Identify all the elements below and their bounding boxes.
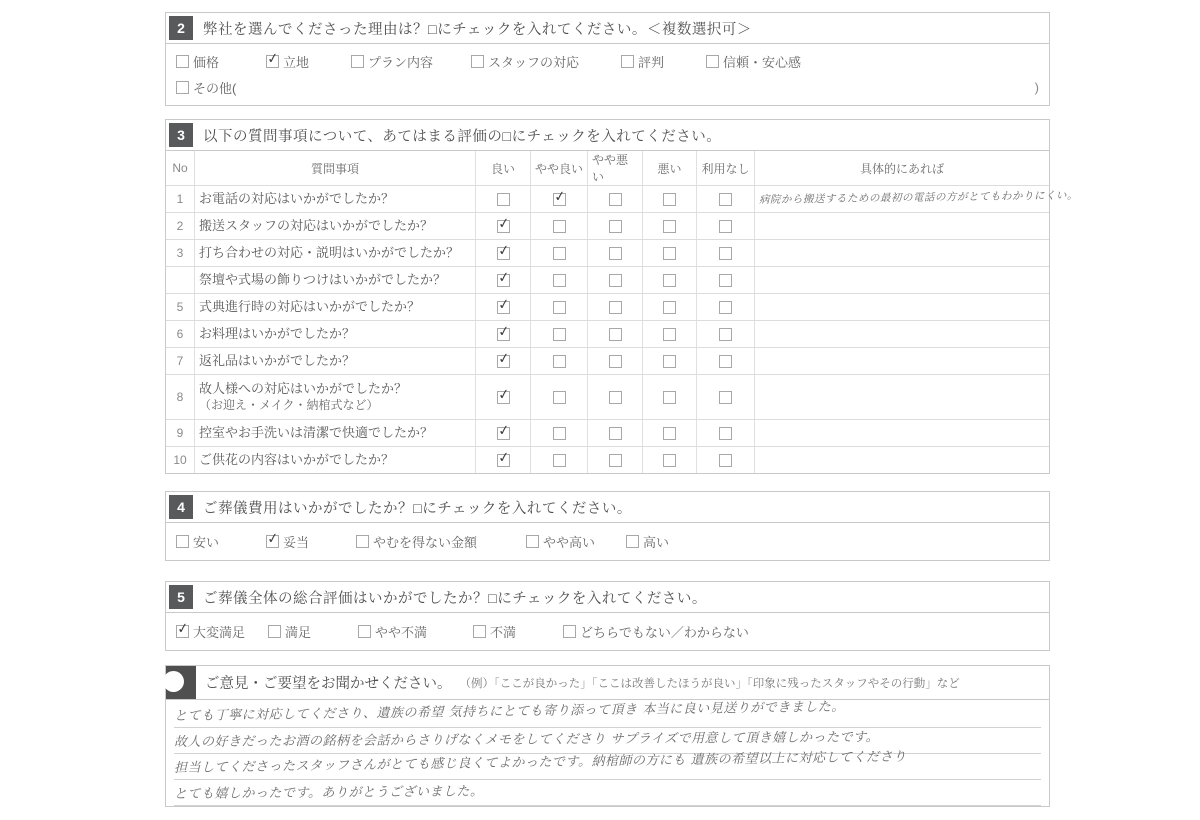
checkbox-icon	[609, 301, 622, 314]
checkbox-icon	[358, 625, 371, 638]
checkbox-icon: ✓	[496, 240, 511, 259]
option-label: 安い	[193, 535, 220, 550]
checkbox-icon	[609, 193, 622, 206]
note-cell: 病院から搬送するための最初の電話の方がとてもわかりにくい。	[754, 186, 1082, 212]
rating-checkbox-bad[interactable]	[642, 186, 696, 212]
checkbox-icon	[719, 454, 732, 467]
section-number-badge: 3	[169, 123, 193, 147]
checkbox-icon	[719, 355, 732, 368]
checkbox-icon	[553, 220, 566, 233]
option-label: 大変満足	[193, 625, 246, 640]
section-number-badge: 4	[169, 495, 193, 519]
checkbox-icon	[663, 193, 676, 206]
rating-checkbox-fairly-good[interactable]	[530, 294, 587, 320]
checkbox-icon	[609, 220, 622, 233]
comments-writing-area[interactable]	[166, 700, 1049, 806]
comment-line: とても丁寧に対応してくださり、遺族の希望 気持ちにとても寄り添って頂き 本当に良い見送りができました。	[174, 702, 1041, 728]
rating-checkbox-fairly-bad[interactable]	[587, 186, 642, 212]
survey-form	[165, 12, 1079, 820]
section-overall	[165, 581, 1050, 651]
option-label: その他(	[193, 81, 237, 96]
option-label: やや高い	[543, 535, 596, 550]
checkbox-icon	[356, 535, 369, 548]
table-row	[166, 185, 1079, 212]
section-header	[166, 492, 1049, 523]
row-number: 7	[176, 354, 184, 368]
comments-hint: （例）「ここが良かった」「ここは改善したほうが良い」「印象に残ったスタッフやその行動」など	[459, 677, 960, 690]
rating-checkbox-fairly-bad[interactable]	[587, 240, 642, 266]
table-row	[166, 446, 1049, 473]
table-row	[166, 293, 1049, 320]
rating-checkbox-fairly-bad[interactable]	[587, 267, 642, 293]
rating-checkbox-bad[interactable]	[642, 321, 696, 347]
question-cell: 祭壇や式場の飾りつけはいかがでしたか？	[194, 267, 475, 293]
rating-checkbox-fairly-bad[interactable]	[587, 375, 642, 419]
checkbox-icon	[706, 55, 719, 68]
row-number: 9	[176, 426, 184, 440]
rating-checkbox-fairly-good[interactable]	[530, 420, 587, 446]
checkbox-option-expensive[interactable]	[626, 532, 669, 551]
rating-checkbox-fairly-bad[interactable]	[587, 321, 642, 347]
row-number	[166, 267, 194, 293]
col-bad: 悪い	[642, 151, 696, 185]
comments-header	[166, 666, 1049, 700]
section-title: 以下の質問事項について、あてはまる評価の□にチェックを入れてください。	[203, 128, 722, 145]
rating-checkbox-bad[interactable]	[642, 420, 696, 446]
checkbox-option-cheap[interactable]	[176, 532, 266, 551]
rating-checkbox-not-used[interactable]	[696, 186, 754, 212]
rating-checkbox-fairly-good[interactable]	[530, 348, 587, 374]
row-number: 2	[176, 219, 184, 233]
speech-bubble-icon	[166, 666, 196, 699]
checkbox-icon	[471, 55, 484, 68]
comments-title: ご意見・ご要望をお聞かせください。	[205, 676, 452, 692]
rating-checkbox-not-used[interactable]	[696, 213, 754, 239]
table-row	[166, 320, 1049, 347]
rating-checkbox-good[interactable]	[475, 294, 530, 320]
checkbox-icon	[176, 55, 189, 68]
rating-checkbox-good[interactable]	[475, 213, 530, 239]
checkbox-icon	[553, 454, 566, 467]
rating-checkbox-bad[interactable]	[642, 348, 696, 374]
question-cell: お電話の対応はいかがでしたか？	[194, 186, 475, 212]
rating-checkbox-not-used[interactable]	[696, 294, 754, 320]
checkbox-icon	[663, 247, 676, 260]
checkbox-icon	[609, 355, 622, 368]
checkbox-option-very-satisfied[interactable]	[175, 619, 268, 641]
overall-options	[166, 613, 1049, 650]
rating-checkbox-fairly-bad[interactable]	[587, 294, 642, 320]
question-cell: 式典進行時の対応はいかがでしたか？	[194, 294, 475, 320]
checkbox-icon	[526, 535, 539, 548]
rating-checkbox-good[interactable]	[475, 420, 530, 446]
checkbox-icon	[609, 274, 622, 287]
cost-options	[166, 523, 1049, 560]
checkbox-icon	[719, 274, 732, 287]
other-fill-in[interactable]	[236, 69, 1034, 94]
option-label: スタッフの対応	[488, 55, 580, 70]
checkbox-icon	[609, 328, 622, 341]
checkbox-icon	[176, 535, 189, 548]
rating-checkbox-bad[interactable]	[642, 375, 696, 419]
note-cell	[754, 240, 1049, 266]
row-number: 8	[176, 390, 184, 404]
col-not-used: 利用なし	[696, 151, 754, 185]
table-header-row	[166, 151, 1049, 185]
checkbox-option-location[interactable]	[265, 49, 351, 71]
checkbox-icon	[609, 454, 622, 467]
rating-checkbox-bad[interactable]	[642, 213, 696, 239]
checkbox-icon: ✓	[496, 348, 511, 367]
checkbox-icon: ✓	[496, 447, 511, 466]
question-cell: 打ち合わせの対応・説明はいかがでしたか？	[194, 240, 475, 266]
option-label: 信頼・安心感	[723, 55, 802, 70]
rating-checkbox-fairly-good[interactable]	[530, 267, 587, 293]
col-good: 良い	[475, 151, 530, 185]
checkbox-icon	[663, 427, 676, 440]
section-number-badge: 5	[169, 585, 193, 609]
checkbox-option-satisfied[interactable]	[268, 622, 358, 641]
checkbox-option-plan[interactable]	[351, 52, 471, 71]
checkbox-icon	[176, 81, 189, 94]
checkbox-option-dissatisfied[interactable]	[473, 622, 563, 641]
checkbox-icon	[719, 328, 732, 341]
checkbox-icon: ✓	[265, 49, 280, 67]
rating-checkbox-good[interactable]	[475, 240, 530, 266]
rating-checkbox-not-used[interactable]	[696, 420, 754, 446]
closing-paren: )	[1034, 80, 1039, 95]
checkbox-icon: ✓	[496, 384, 511, 403]
option-label: 満足	[285, 625, 312, 640]
checkbox-icon	[719, 427, 732, 440]
checkbox-icon: ✓	[496, 420, 511, 439]
question-cell: 控室やお手洗いは清潔で快適でしたか？	[194, 420, 475, 446]
section-comments	[165, 665, 1050, 807]
reason-options	[166, 44, 1049, 105]
rating-checkbox-bad[interactable]	[642, 294, 696, 320]
checkbox-icon	[553, 355, 566, 368]
rating-checkbox-fairly-good[interactable]	[530, 240, 587, 266]
checkbox-icon	[609, 427, 622, 440]
checkbox-icon: ✓	[496, 267, 511, 286]
col-fairly-bad: やや悪い	[587, 151, 642, 185]
rating-checkbox-good[interactable]	[475, 321, 530, 347]
row-number: 10	[173, 453, 187, 467]
checkbox-icon: ✓	[552, 186, 567, 205]
rating-checkbox-good[interactable]	[475, 375, 530, 419]
comment-line: 故人の好きだったお酒の銘柄を会話からさりげなくメモをしてくださり サプライズで用意して頂き嬉しかったです。	[174, 728, 1041, 754]
option-label: 価格	[193, 55, 220, 70]
option-label: やや不満	[375, 625, 428, 640]
note-cell	[754, 213, 1049, 239]
note-cell	[754, 420, 1049, 446]
rating-table	[166, 151, 1079, 473]
checkbox-option-price[interactable]	[176, 52, 266, 71]
checkbox-icon	[626, 535, 639, 548]
checkbox-icon	[719, 193, 732, 206]
section-number-badge: 2	[169, 16, 193, 40]
checkbox-option-other[interactable]	[176, 78, 236, 97]
note-cell	[754, 321, 1049, 347]
checkbox-icon	[663, 220, 676, 233]
checkbox-icon	[719, 391, 732, 404]
section-header	[166, 582, 1049, 613]
rating-checkbox-bad[interactable]	[642, 240, 696, 266]
checkbox-icon	[663, 391, 676, 404]
option-label: やむを得ない金額	[373, 535, 478, 550]
rating-checkbox-fairly-good[interactable]	[530, 213, 587, 239]
checkbox-icon	[497, 193, 510, 206]
question-subtext: （お迎え・メイク・納棺式など）	[199, 397, 379, 412]
checkbox-icon	[553, 301, 566, 314]
rating-checkbox-fairly-good[interactable]	[530, 186, 587, 212]
rating-checkbox-not-used[interactable]	[696, 375, 754, 419]
section-header	[166, 120, 1049, 151]
checkbox-option-staff[interactable]	[471, 52, 621, 71]
rating-checkbox-not-used[interactable]	[696, 348, 754, 374]
rating-checkbox-good[interactable]	[475, 186, 530, 212]
table-row	[166, 347, 1049, 374]
rating-checkbox-fairly-bad[interactable]	[587, 213, 642, 239]
note-cell	[754, 294, 1049, 320]
comment-line: 担当してくださったスタッフさんがとても感じ良くてよかったです。納棺師の方にも 遺族の希望以上に対応してくださり	[174, 754, 1041, 780]
row-number: 1	[176, 192, 184, 206]
comment-line: とても嬉しかったです。ありがとうございました。	[174, 780, 1041, 806]
checkbox-icon	[268, 625, 281, 638]
note-cell	[754, 348, 1049, 374]
checkbox-icon	[609, 247, 622, 260]
rating-checkbox-fairly-good[interactable]	[530, 375, 587, 419]
row-number: 5	[176, 300, 184, 314]
row-number: 6	[176, 327, 184, 341]
option-label: 高い	[643, 535, 670, 550]
checkbox-icon	[719, 220, 732, 233]
option-label: 評判	[638, 55, 665, 70]
checkbox-icon: ✓	[496, 321, 511, 340]
section-title: ご葬儀費用はいかがでしたか？□にチェックを入れてください。	[203, 500, 632, 517]
checkbox-icon: ✓	[265, 529, 280, 547]
checkbox-icon	[553, 328, 566, 341]
col-details: 具体的にあれば	[754, 151, 1049, 185]
table-row	[166, 212, 1049, 239]
question-cell: ご供花の内容はいかがでしたか？	[194, 447, 475, 473]
checkbox-option-somewhat-expensive[interactable]	[526, 532, 626, 551]
row-number: 3	[176, 246, 184, 260]
rating-checkbox-good[interactable]	[475, 447, 530, 473]
checkbox-icon: ✓	[175, 619, 190, 637]
checkbox-icon	[663, 355, 676, 368]
option-label: 妥当	[283, 535, 310, 550]
note-cell	[754, 447, 1049, 473]
checkbox-option-unavoidable[interactable]	[356, 532, 526, 551]
note-cell	[754, 267, 1049, 293]
checkbox-icon	[663, 301, 676, 314]
rating-checkbox-fairly-bad[interactable]	[587, 447, 642, 473]
rating-checkbox-fairly-bad[interactable]	[587, 348, 642, 374]
rating-checkbox-fairly-good[interactable]	[530, 447, 587, 473]
checkbox-icon	[553, 274, 566, 287]
checkbox-icon	[719, 301, 732, 314]
option-label: どちらでもない／わからない	[580, 625, 749, 640]
table-row	[166, 419, 1049, 446]
checkbox-option-trust[interactable]	[706, 52, 801, 71]
section-reason	[165, 12, 1050, 106]
note-cell	[754, 375, 1049, 419]
rating-checkbox-fairly-bad[interactable]	[587, 420, 642, 446]
rating-checkbox-not-used[interactable]	[696, 321, 754, 347]
question-cell: 返礼品はいかがでしたか？	[194, 348, 475, 374]
checkbox-icon	[663, 274, 676, 287]
checkbox-icon	[351, 55, 364, 68]
table-row	[166, 239, 1049, 266]
rating-checkbox-not-used[interactable]	[696, 267, 754, 293]
checkbox-icon	[663, 328, 676, 341]
rating-checkbox-fairly-good[interactable]	[530, 321, 587, 347]
checkbox-option-reputation[interactable]	[621, 52, 706, 71]
section-title: ご葬儀全体の総合評価はいかがでしたか？□にチェックを入れてください。	[203, 590, 707, 607]
rating-checkbox-not-used[interactable]	[696, 447, 754, 473]
col-no: No	[172, 161, 188, 175]
option-label: 立地	[283, 55, 310, 70]
rating-checkbox-not-used[interactable]	[696, 240, 754, 266]
checkbox-icon	[719, 247, 732, 260]
section-cost	[165, 491, 1050, 561]
checkbox-option-somewhat-dissatisfied[interactable]	[358, 622, 473, 641]
col-question: 質問事項	[194, 151, 475, 185]
rating-checkbox-good[interactable]	[475, 267, 530, 293]
option-label: 不満	[490, 625, 517, 640]
col-fairly-good: やや良い	[530, 151, 587, 185]
rating-checkbox-bad[interactable]	[642, 267, 696, 293]
checkbox-icon	[553, 247, 566, 260]
rating-checkbox-good[interactable]	[475, 348, 530, 374]
checkbox-icon	[621, 55, 634, 68]
section-title: 弊社を選んでくださった理由は？□にチェックを入れてください。＜複数選択可＞	[203, 21, 752, 38]
question-cell: お料理はいかがでしたか？	[194, 321, 475, 347]
checkbox-icon	[663, 454, 676, 467]
checkbox-option-neither[interactable]	[563, 622, 749, 641]
checkbox-icon	[473, 625, 486, 638]
section-ratings	[165, 119, 1079, 474]
checkbox-icon: ✓	[496, 294, 511, 313]
table-row	[166, 266, 1049, 293]
table-row	[166, 374, 1049, 419]
checkbox-icon: ✓	[496, 213, 511, 232]
question-cell: 搬送スタッフの対応はいかがでしたか？	[194, 213, 475, 239]
checkbox-icon	[553, 427, 566, 440]
checkbox-icon	[563, 625, 576, 638]
question-cell: 故人様への対応はいかがでしたか？ （お迎え・メイク・納棺式など）	[194, 375, 475, 419]
checkbox-icon	[609, 391, 622, 404]
rating-checkbox-bad[interactable]	[642, 447, 696, 473]
checkbox-icon	[553, 391, 566, 404]
option-label: プラン内容	[368, 55, 434, 70]
checkbox-option-appropriate[interactable]	[265, 529, 356, 551]
section-header	[166, 13, 1049, 44]
